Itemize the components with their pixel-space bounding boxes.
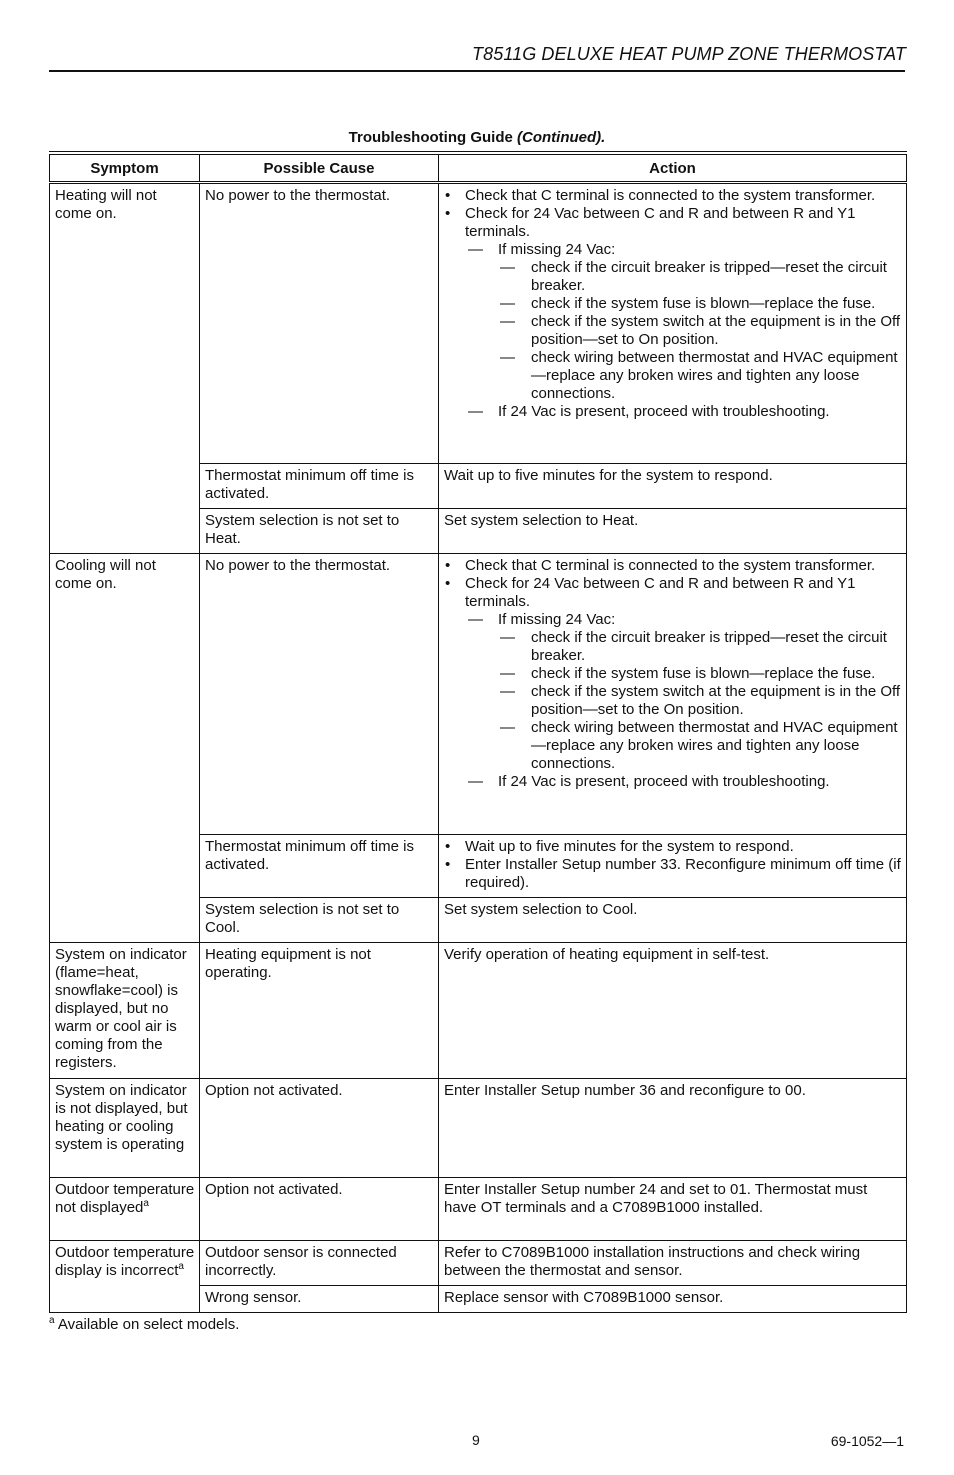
symptom-text: Outdoor temperature display is incorrect [55, 1244, 195, 1279]
list-item: — check if the circuit breaker is tripped—reset the circuit breaker. [498, 259, 902, 295]
action-cell [439, 183, 907, 464]
list-item: — check if the system switch at the equipment is in the Off position—set to the On position. [498, 683, 902, 719]
action-list [444, 557, 902, 611]
header-possible-cause: Possible Cause [200, 153, 439, 183]
list-item: — check wiring between thermostat and HVAC equipment—replace any broken wires and tighten any loose connections. [498, 719, 902, 773]
symptom-cell: System on indicator is not displayed, but heating or cooling system is operating [50, 1079, 200, 1178]
cause-cell: Wrong sensor. [200, 1286, 439, 1313]
list-item: — check if the circuit breaker is tripped—reset the circuit breaker. [498, 629, 902, 665]
document-number: 69-1052—1 [830, 1433, 904, 1449]
cause-cell: No power to the thermostat. [200, 554, 439, 835]
cause-cell: Option not activated. [200, 1178, 439, 1241]
symptom-cell [50, 1241, 200, 1313]
list-item-text: Check for 24 Vac between C and R and between R and Y1 terminals. [465, 205, 856, 240]
list-item: — If 24 Vac is present, proceed with troubleshooting. [465, 773, 902, 791]
sub-list [444, 241, 902, 421]
list-item: — check if the system fuse is blown—replace the fuse. [498, 295, 902, 313]
cause-cell: No power to the thermostat. [200, 183, 439, 464]
table-row [50, 943, 907, 1079]
list-item: — check if the system fuse is blown—replace the fuse. [498, 665, 902, 683]
action-cell: Refer to C7089B1000 installation instructions and check wiring between the thermostat and sensor. [439, 1241, 907, 1286]
table-header-row [50, 153, 907, 183]
caption-suffix: (Continued). [517, 129, 606, 146]
troubleshooting-table [49, 151, 907, 1313]
list-item: — check if the system switch at the equipment is in the Off position—set to On position. [498, 313, 902, 349]
sub-sub-list [498, 629, 902, 773]
symptom-cell: Cooling will not come on. [50, 554, 200, 943]
list-item: • Enter Installer Setup number 33. Reconfigure minimum off time (if required). [444, 856, 902, 892]
sub-sub-list [498, 259, 902, 403]
document-header-title: T8511G DELUXE HEAT PUMP ZONE THERMOSTAT [472, 44, 906, 64]
action-cell: Replace sensor with C7089B1000 sensor. [439, 1286, 907, 1313]
action-cell: Verify operation of heating equipment in self-test. [439, 943, 907, 1079]
action-cell [439, 835, 907, 898]
table-row [50, 1178, 907, 1241]
list-item: — check wiring between thermostat and HVAC equipment—replace any broken wires and tighten any loose connections. [498, 349, 902, 403]
symptom-text: Outdoor temperature not displayed [55, 1181, 195, 1216]
list-item-text: If missing 24 Vac: [498, 611, 616, 628]
footnote-marker: a [49, 1315, 55, 1326]
list-item: • Wait up to five minutes for the system to respond. [444, 838, 902, 856]
action-list [444, 838, 902, 892]
action-cell: Set system selection to Heat. [439, 509, 907, 554]
table-row [50, 1241, 907, 1286]
header-rule [49, 70, 905, 72]
cause-cell: Thermostat minimum off time is activated. [200, 835, 439, 898]
action-cell: Set system selection to Cool. [439, 898, 907, 943]
symptom-cell: System on indicator (flame=heat, snowflake=cool) is displayed, but no warm or cool air is coming from the registers. [50, 943, 200, 1079]
caption-text: Troubleshooting Guide [348, 129, 513, 146]
action-cell [439, 554, 907, 835]
cause-cell: Outdoor sensor is connected incorrectly. [200, 1241, 439, 1286]
list-item: — If 24 Vac is present, proceed with troubleshooting. [465, 403, 902, 421]
header-symptom: Symptom [50, 153, 200, 183]
cause-cell: System selection is not set to Cool. [200, 898, 439, 943]
table-row [50, 554, 907, 835]
list-item: • Check that C terminal is connected to the system transformer. [444, 557, 902, 575]
list-item-text: If missing 24 Vac: [498, 241, 616, 258]
sub-list [444, 611, 902, 791]
action-cell: Enter Installer Setup number 36 and reconfigure to 00. [439, 1079, 907, 1178]
footnote-marker: a [143, 1198, 149, 1209]
table-row [50, 1079, 907, 1178]
footnote-text: Available on select models. [57, 1316, 240, 1333]
symptom-cell [50, 1178, 200, 1241]
cause-cell: Heating equipment is not operating. [200, 943, 439, 1079]
list-item [465, 611, 902, 773]
action-cell: Wait up to five minutes for the system to respond. [439, 464, 907, 509]
list-item: • Check for 24 Vac between C and R and between R and Y1 terminals. [444, 575, 902, 611]
list-item [444, 205, 902, 241]
footnote [49, 1316, 239, 1333]
symptom-cell: Heating will not come on. [50, 183, 200, 554]
table-caption [49, 129, 905, 146]
cause-cell: Option not activated. [200, 1079, 439, 1178]
header-action: Action [439, 153, 907, 183]
cause-cell: Thermostat minimum off time is activated. [200, 464, 439, 509]
action-cell: Enter Installer Setup number 24 and set to 01. Thermostat must have OT terminals and a C7089B1000 installed. [439, 1178, 907, 1241]
list-item: • Check that C terminal is connected to the system transformer. [444, 187, 902, 205]
list-item [465, 241, 902, 403]
table-row [50, 183, 907, 464]
action-list [444, 187, 902, 241]
cause-cell: System selection is not set to Heat. [200, 509, 439, 554]
page-number: 9 [472, 1432, 480, 1448]
footnote-marker: a [178, 1261, 184, 1272]
